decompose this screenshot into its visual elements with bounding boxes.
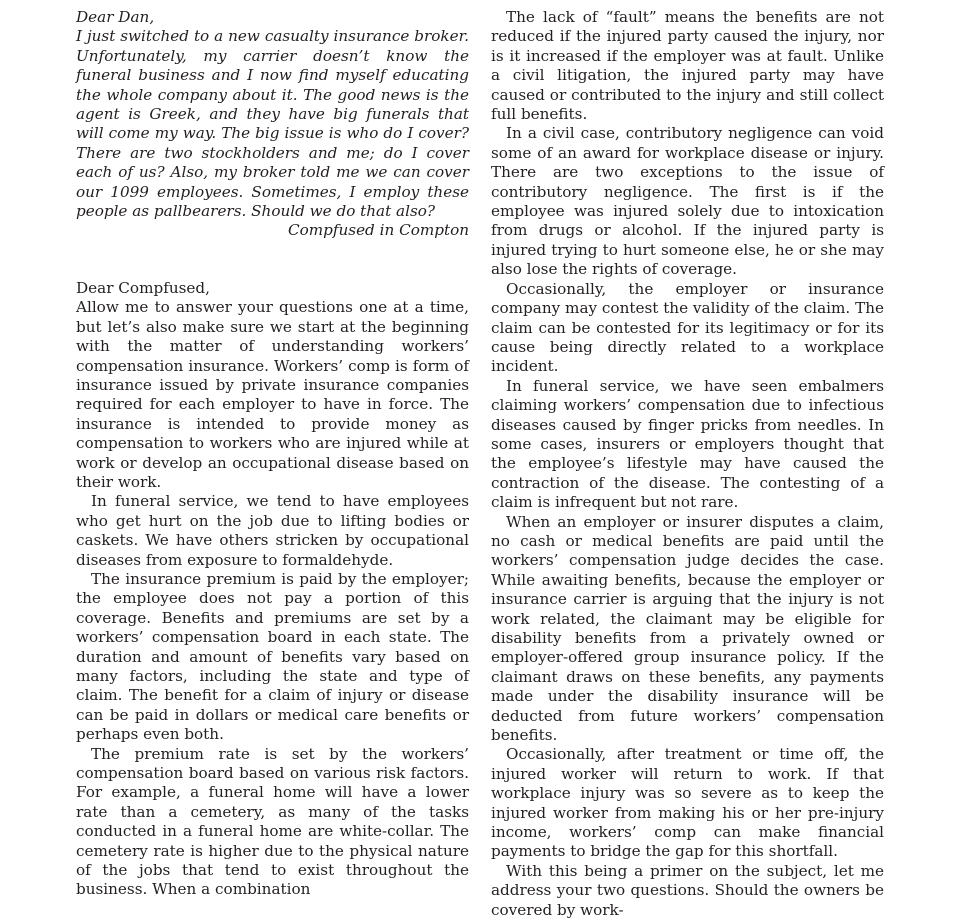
- left-column: [76, 8, 469, 900]
- letter-body: I just switched to a new casualty insurance broker. Unfortunately, my carrier doesn’t know the funeral business and I now find myself educating the whole company about it. The good news is the agent is Greek, and they have big funerals that will come my way. The big issue is who do I cover? There are two stockholders and me; do I cover each of us? Also, my broker told me we can cover our 1099 employees. Sometimes, I employ these people as pallbearers. Should we do that also?: [76, 27, 469, 221]
- reply-paragraph: The lack of “fault” means the benefits are not reduced if the injured party caused the injury, nor is it increased if the employer was at fault. Unlike a civil litigation, the injured party may have caused or contributed to the injury and still collect full benefits.: [491, 8, 884, 124]
- reply-paragraph: Allow me to answer your questions one at a time, but let’s also make sure we start at the beginning with the matter of understanding workers’ compensation insurance. Workers’ comp is form of insurance issued by private insurance companies required for each employer to have in force. The insurance is intended to provide money as compensation to workers who are injured while at work or develop an occupational disease based on their work.: [76, 298, 469, 491]
- reply-paragraph: The premium rate is set by the workers’ compensation board based on various risk factors. For example, a funeral home will have a lower rate than a cemetery, as many of the tasks conducted in a funeral home are white-collar. The cemetery rate is higher due to the physical nature of the jobs that tend to exist throughout the business. When a combination: [76, 744, 469, 899]
- reply-paragraph: The insurance premium is paid by the employer; the employee does not pay a portion of this coverage. Benefits and premiums are set by a workers’ compensation board in each state. The duration and amount of benefits vary based on many factors, including the state and type of claim. The benefit for a claim of injury or disease can be paid in dollars or medical care benefits or perhaps even both.: [76, 569, 469, 744]
- reply-paragraph: In funeral service, we tend to have employees who get hurt on the job due to lifting bodies or caskets. We have others stricken by occupational diseases from exposure to formaldehyde.: [76, 492, 469, 569]
- reply-paragraph: In funeral service, we have seen embalmers claiming workers’ compensation due to infectious diseases caused by finger pricks from needles. In some cases, insurers or employers thought that the employee’s lifestyle may have caused the contraction of the disease. The contesting of a claim is infrequent but not rare.: [491, 376, 884, 512]
- right-column: [491, 8, 884, 920]
- reply-paragraph: Occasionally, after treatment or time off, the injured worker will return to work. If that workplace injury was so severe as to keep the injured worker from making his or her pre-injury income, workers’ comp can make financial payments to bridge the gap for this shortfall.: [491, 745, 884, 861]
- letter-signature: Compfused in Compton: [287, 221, 469, 240]
- section-spacer: [76, 241, 469, 260]
- reply-salutation: Dear Compfused,: [76, 278, 210, 297]
- reply-paragraph: When an employer or insurer disputes a claim, no cash or medical benefits are paid until the workers’ compensation judge decides the case. While awaiting benefits, because the employer or insurance carrier is arguing that the injury is not work related, the claimant may be eligible for disability benefits from a privately owned or employer-offered group insurance policy. If the claimant draws on these benefits, any payments made under the disability insurance will be deducted from future workers’ compensation benefits.: [491, 512, 884, 745]
- reply-paragraph: Occasionally, the employer or insurance company may contest the validity of the claim. The claim can be contested for its legitimacy or for its cause being directly related to a workplace incident.: [491, 279, 884, 376]
- letter-salutation: Dear Dan,: [76, 8, 155, 26]
- reply-paragraph: With this being a primer on the subject, let me address your two questions. Should the owners be covered by work-: [491, 861, 884, 919]
- reply-paragraph: In a civil case, contributory negligence can void some of an award for workplace disease or injury. There are two exceptions to the issue of contributory negligence. The first is if the employee was injured solely due to intoxication from drugs or alcohol. If the injured party is injured trying to hurt someone else, he or she may also lose the rights of coverage.: [491, 124, 884, 279]
- section-spacer: [76, 260, 469, 279]
